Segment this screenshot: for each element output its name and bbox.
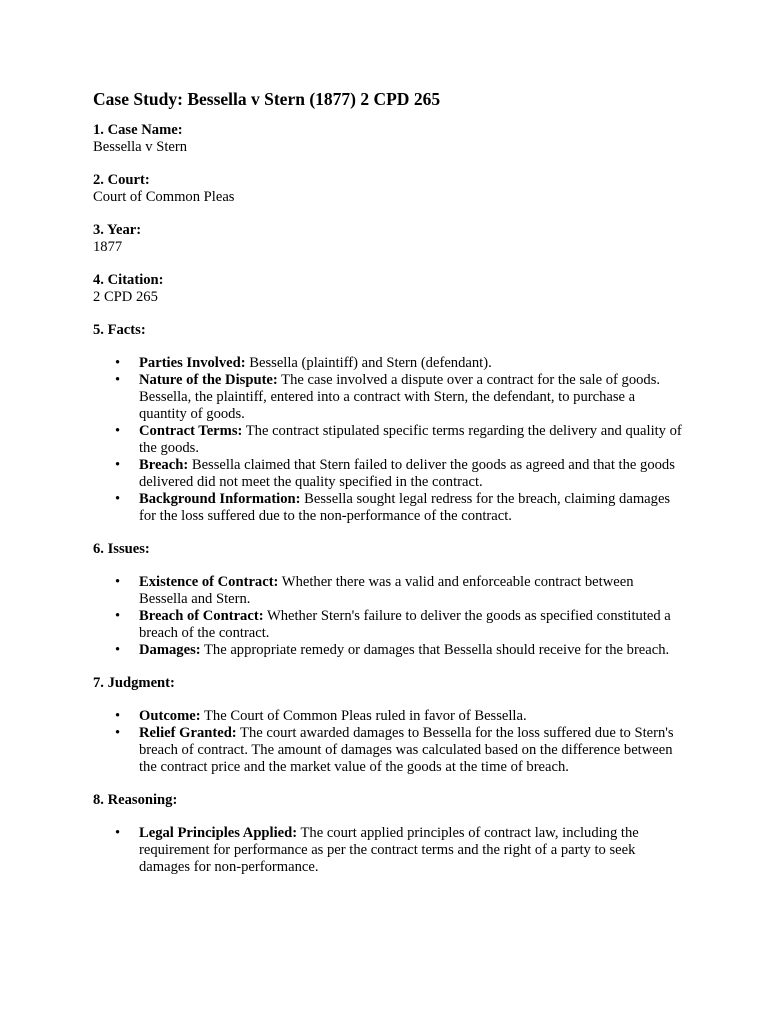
item-text: The contract stipulated specific terms regarding the delivery and quality of the goods.	[139, 423, 682, 456]
bullet-icon: •	[115, 642, 121, 658]
reasoning-heading: 8. Reasoning:	[93, 792, 178, 808]
item-text: Whether there was a valid and enforceable contract between Bessella and Stern.	[139, 574, 634, 607]
reasoning-list	[93, 825, 683, 876]
page-title: Case Study: Bessella v Stern (1877) 2 CPD 265	[93, 89, 441, 109]
item-term: Background Information:	[139, 491, 301, 507]
bullet-icon: •	[115, 825, 121, 841]
item-text: The appropriate remedy or damages that Bessella should receive for the breach.	[200, 642, 670, 658]
court-field	[93, 172, 683, 206]
list-item	[93, 372, 683, 423]
court-value: Court of Common Pleas	[93, 189, 235, 205]
list-item	[93, 642, 683, 659]
citation-value: 2 CPD 265	[93, 289, 158, 305]
item-term: Outcome:	[139, 708, 201, 724]
case-name-value: Bessella v Stern	[93, 139, 188, 155]
case-name-label: 1. Case Name:	[93, 122, 183, 138]
item-term: Breach of Contract:	[139, 608, 264, 624]
item-term: Damages:	[139, 642, 201, 658]
year-label: 3. Year:	[93, 222, 142, 238]
year-value: 1877	[93, 239, 123, 255]
item-term: Breach:	[139, 457, 189, 473]
item-term: Parties Involved:	[139, 355, 246, 371]
item-text: Whether Stern's failure to deliver the goods as specified constituted a breach of the contract.	[139, 608, 671, 641]
bullet-icon: •	[115, 574, 121, 590]
bullet-icon: •	[115, 457, 121, 473]
case-name-field	[93, 122, 683, 156]
item-text: Bessella sought legal redress for the breach, claiming damages for the loss suffered due to the non-performance of the contract.	[139, 491, 671, 524]
facts-list	[93, 355, 683, 525]
item-text: The case involved a dispute over a contract for the sale of goods. Bessella, the plaintiff, entered into a contract with Stern, the defendant, to purchase a quantity of goods.	[139, 372, 661, 422]
item-term: Contract Terms:	[139, 423, 243, 439]
item-term: Existence of Contract:	[139, 574, 279, 590]
list-item	[93, 825, 683, 876]
bullet-icon: •	[115, 491, 121, 507]
bullet-icon: •	[115, 423, 121, 439]
item-text: Bessella claimed that Stern failed to deliver the goods as agreed and that the goods delivered did not meet the quality specified in the contract.	[139, 457, 675, 490]
issues-list	[93, 574, 683, 659]
year-field	[93, 222, 683, 256]
item-text: The court awarded damages to Bessella for the loss suffered due to Stern's breach of contract. The amount of damages was calculated based on the difference between the contract price and the market value of the goods at the time of breach.	[139, 725, 674, 775]
document-page	[93, 88, 683, 892]
issues-heading: 6. Issues:	[93, 541, 150, 557]
item-text: The Court of Common Pleas ruled in favor of Bessella.	[200, 708, 527, 724]
item-text: The court applied principles of contract law, including the requirement for performance as per the contract terms and the right of a party to seek damages for non-performance.	[139, 825, 639, 875]
court-label: 2. Court:	[93, 172, 150, 188]
item-term: Relief Granted:	[139, 725, 237, 741]
list-item	[93, 457, 683, 491]
citation-field	[93, 272, 683, 306]
list-item	[93, 708, 683, 725]
facts-heading: 5. Facts:	[93, 322, 146, 338]
bullet-icon: •	[115, 372, 121, 388]
item-text: Bessella (plaintiff) and Stern (defendant).	[245, 355, 492, 371]
citation-label: 4. Citation:	[93, 272, 164, 288]
list-item	[93, 355, 683, 372]
item-term: Nature of the Dispute:	[139, 372, 278, 388]
list-item	[93, 491, 683, 525]
list-item	[93, 725, 683, 776]
bullet-icon: •	[115, 725, 121, 741]
list-item	[93, 423, 683, 457]
list-item	[93, 608, 683, 642]
judgment-list	[93, 708, 683, 776]
bullet-icon: •	[115, 708, 121, 724]
judgment-heading: 7. Judgment:	[93, 675, 175, 691]
bullet-icon: •	[115, 608, 121, 624]
item-term: Legal Principles Applied:	[139, 825, 298, 841]
list-item	[93, 574, 683, 608]
bullet-icon: •	[115, 355, 121, 371]
